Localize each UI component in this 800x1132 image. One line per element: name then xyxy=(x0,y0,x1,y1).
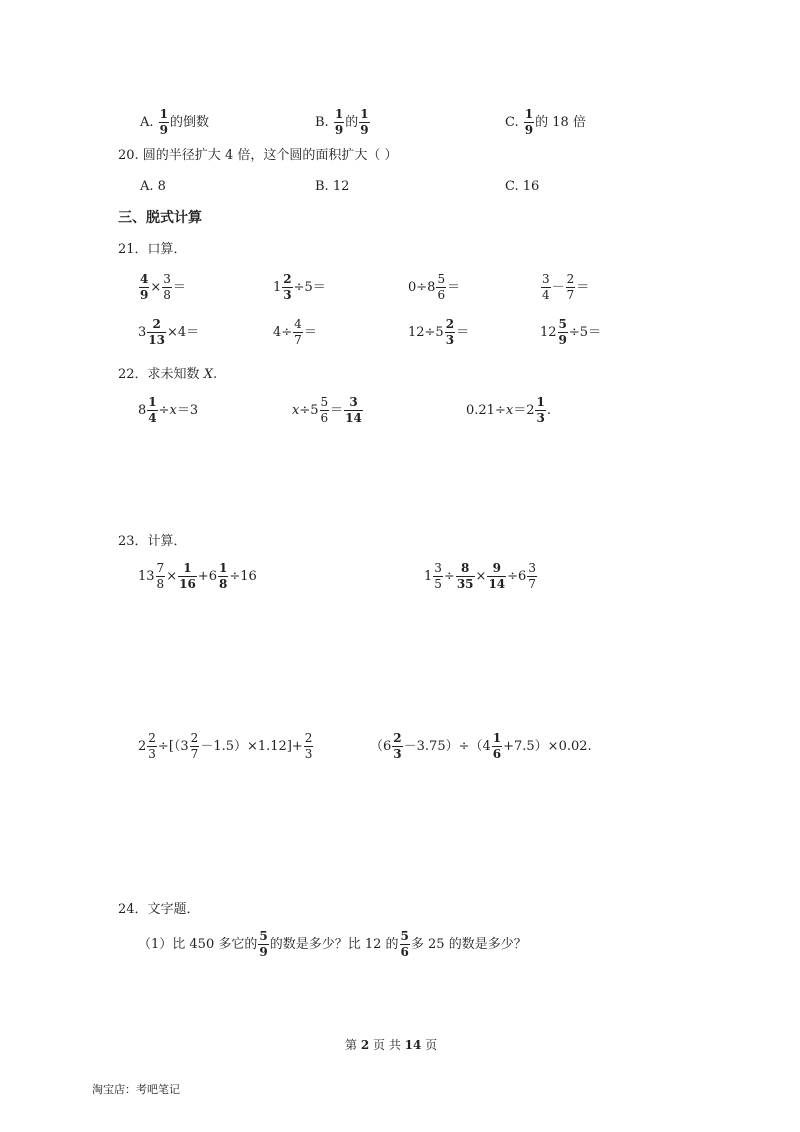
q22-title: 22．求未知数 X. xyxy=(118,367,218,382)
fraction: $\frac{2}{3}$ xyxy=(283,272,292,302)
q19-option-c: C. $\frac{1}{9}$ 的 18 倍 xyxy=(505,107,586,137)
q23-expr-1: 13 $\frac{7}{8}$ × $\frac{1}{16}$ +6 $\frac{1}{8}$ ÷16 xyxy=(138,561,257,591)
q21-expr-3: 0÷8 $\frac{5}{6}$ ＝ xyxy=(408,272,461,302)
fraction: $\frac{1}{8}$ xyxy=(218,561,228,591)
q22-expr-1: 8 $\frac{1}{4}$ ÷ x ＝3 xyxy=(138,395,199,425)
fraction: $\frac{1}{3}$ xyxy=(536,395,545,425)
fraction: $\frac{1}{4}$ xyxy=(148,395,157,425)
fraction: $\frac{2}{3}$ xyxy=(393,731,402,761)
q20-option-c: C. 16 xyxy=(505,179,540,194)
q19-option-b: B. $\frac{1}{9}$ 的 $\frac{1}{9}$ xyxy=(315,107,369,137)
fraction: $\frac{2}{3}$ xyxy=(445,317,455,347)
q20-question: 20. 圆的半径扩大 4 倍，这个圆的面积扩大（ ） xyxy=(118,148,398,163)
fraction: $\frac{1}{6}$ xyxy=(492,731,502,761)
fraction: $\frac{2}{13}$ xyxy=(148,317,165,347)
q21-expr-7: 12÷5 $\frac{2}{3}$ ＝ xyxy=(408,317,470,347)
fraction: $\frac{8}{35}$ xyxy=(456,561,474,591)
fraction: $\frac{1}{16}$ xyxy=(179,561,196,591)
page-number: 第 2 页 共 14 页 xyxy=(345,1038,438,1052)
fraction: $\frac{5}{6}$ xyxy=(437,272,446,302)
fraction: $\frac{3}{4}$ xyxy=(542,272,550,302)
fraction: $\frac{3}{5}$ xyxy=(434,561,442,591)
fraction: $\frac{9}{14}$ xyxy=(488,561,506,591)
fraction: $\frac{3}{7}$ xyxy=(528,561,536,591)
q22-expr-2: x ÷5 $\frac{5}{6}$ ＝ $\frac{3}{14}$ xyxy=(292,395,362,425)
section-heading: 三、脱式计算 xyxy=(118,210,202,226)
fraction: $\frac{2}{3}$ xyxy=(304,731,313,761)
fraction: $\frac{3}{14}$ xyxy=(345,395,362,425)
fraction: $\frac{7}{8}$ xyxy=(156,561,165,591)
fraction: $\frac{4}{9}$ xyxy=(140,272,149,302)
fraction: $\frac{5}{6}$ xyxy=(320,395,329,425)
q21-expr-6: 4÷ $\frac{4}{7}$ ＝ xyxy=(273,317,317,347)
q24-part-1: （1）比 450 多它的 $\frac{5}{9}$ 的数是多少？比 12 的 $\frac{5}{6}$ 多 25 的数是多少？ xyxy=(138,929,527,959)
q23-expr-2: 1 $\frac{3}{5}$ ÷ $\frac{8}{35}$ × $\frac{9}{14}$ ÷6 $\frac{3}{7}$ xyxy=(424,561,536,591)
q21-expr-1: $\frac{4}{9}$ × $\frac{3}{8}$ ＝ xyxy=(140,272,186,302)
q21-expr-4: $\frac{3}{4}$ － $\frac{2}{7}$ ＝ xyxy=(542,272,590,302)
q21-expr-2: 1 $\frac{2}{3}$ ÷5＝ xyxy=(273,272,326,302)
q20-option-a: A. 8 xyxy=(140,179,166,194)
fraction: $\frac{2}{7}$ xyxy=(190,731,199,761)
q20-option-b: B. 12 xyxy=(315,179,350,194)
q23-expr-4: （6 $\frac{2}{3}$ －3.75）÷（4 $\frac{1}{6}$ +7.5）×0.02. xyxy=(370,731,592,761)
fraction: $\frac{5}{9}$ xyxy=(259,929,268,959)
fraction: $\frac{1}{9}$ xyxy=(334,107,344,137)
fraction: $\frac{5}{9}$ xyxy=(558,317,567,347)
fraction: $\frac{5}{6}$ xyxy=(400,929,409,959)
fraction: $\frac{1}{9}$ xyxy=(360,107,369,137)
q23-title: 23．计算． xyxy=(118,534,187,549)
fraction: $\frac{2}{7}$ xyxy=(566,272,575,302)
q23-expr-3: 2 $\frac{2}{3}$ ÷[（3 $\frac{2}{7}$ －1.5）×1.12]+ $\frac{2}{3}$ xyxy=(138,731,313,761)
fraction: $\frac{2}{3}$ xyxy=(148,731,156,761)
fraction: $\frac{3}{8}$ xyxy=(163,272,171,302)
fraction: $\frac{4}{7}$ xyxy=(294,317,302,347)
shop-note: 淘宝店：考吧笔记 xyxy=(92,1083,180,1096)
q21-title: 21．口算． xyxy=(118,242,187,257)
q21-expr-5: 3 $\frac{2}{13}$ ×4＝ xyxy=(138,317,200,347)
fraction: $\frac{1}{9}$ xyxy=(159,107,169,137)
q19-option-a: A. $\frac{1}{9}$ 的倒数 xyxy=(140,107,210,137)
q24-title: 24．文字题． xyxy=(118,902,200,917)
fraction: $\frac{1}{9}$ xyxy=(524,107,534,137)
q21-expr-8: 12 $\frac{5}{9}$ ÷5＝ xyxy=(540,317,602,347)
q22-expr-3: 0.21÷ x ＝2 $\frac{1}{3}$ . xyxy=(466,395,551,425)
